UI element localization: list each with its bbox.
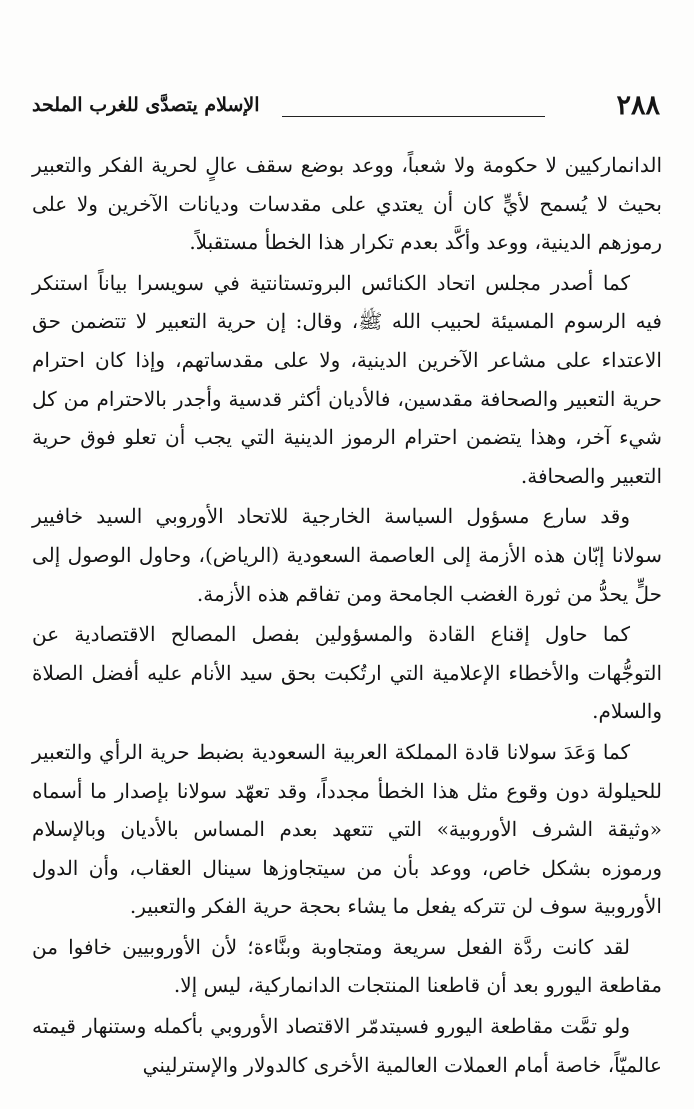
body-text (32, 146, 662, 1084)
paragraph: وقد سارع مسؤول السياسة الخارجية للاتحاد الأوروبي السيد خافيير سولانا إبّان هذه الأزمة إلى العاصمة السعودية (الرياض)، وحاول الوصول إلى حلٍّ يحدُّ من ثورة الغضب الجامحة ومن تفاقم هذه الأزمة. (32, 504, 662, 606)
paragraph: لقد كانت ردَّة الفعل سريعة ومتجاوبة وبنَّاءة؛ لأن الأوروبيين خافوا من مقاطعة اليورو بعد أن قاطعنا المنتجات الدانماركية، ليس إلا. (32, 934, 662, 998)
running-title: الإسلام يتصدَّى للغرب الملحد (32, 94, 260, 116)
paragraph: الدانماركيين لا حكومة ولا شعباً، ووعد بوضع سقف عالٍ لحرية الفكر والتعبير بحيث لا يُسمح لأيٍّ كان أن يعتدي على مقدسات وديانات الآخرين ولا على رموزهم الدينية، ووعد وأكَّد بعدم تكرار هذا الخطأ مستقبلاً. (32, 153, 662, 255)
paragraph: ولو تمَّت مقاطعة اليورو فسيتدمّر الاقتصاد الأوروبي بأكمله وستنهار قيمته عالميّاً، خاصة أمام العملات العالمية الأخرى كالدولار والإسترليني (32, 1014, 662, 1077)
paragraph: كما حاول إقناع القادة والمسؤولين بفصل المصالح الاقتصادية عن التوجُّهات والأخطاء الإعلامية التي ارتُكبت بحق سيد الأنام عليه أفضل الصلاة والسلام. (32, 622, 662, 724)
page-header (32, 84, 660, 124)
paragraph: كما أصدر مجلس اتحاد الكنائس البروتستانتية في سويسرا بياناً استنكر فيه الرسوم المسيئة لحبيب الله ﷺ، وقال: إن حرية التعبير لا تتضمن حق الاعتداء على مشاعر الآخرين الدينية، ولا على مقدساتهم، وإذا كان احترام حرية التعبير والصحافة مقدسين، فالأديان أكثر قدسية وأجدر بالاحترام من كل شيء آخر، وهذا يتضمن احترام الرموز الدينية التي يجب أن تعلو فوق حرية التعبير والصحافة. (32, 270, 662, 488)
page-number: ٢٨٨ (616, 90, 660, 121)
header-rule (282, 116, 545, 117)
paragraph: كما وَعَدَ سولانا قادة المملكة العربية السعودية بضبط حرية الرأي والتعبير للحيلولة دون وقوع مثل هذا الخطأ مجدداً، وقد تعهّد سولانا بإصدار ما أسماه «وثيقة الشرف الأوروبية» التي تتعهد بعدم المساس بالأديان وبالإسلام ورموزه بشكل خاص، ووعد بأن من سيتجاوزها سينال العقاب، وأن الدول الأوروبية سوف لن تتركه يفعل ما يشاء بحجة حرية الفكر والتعبير. (32, 739, 662, 919)
